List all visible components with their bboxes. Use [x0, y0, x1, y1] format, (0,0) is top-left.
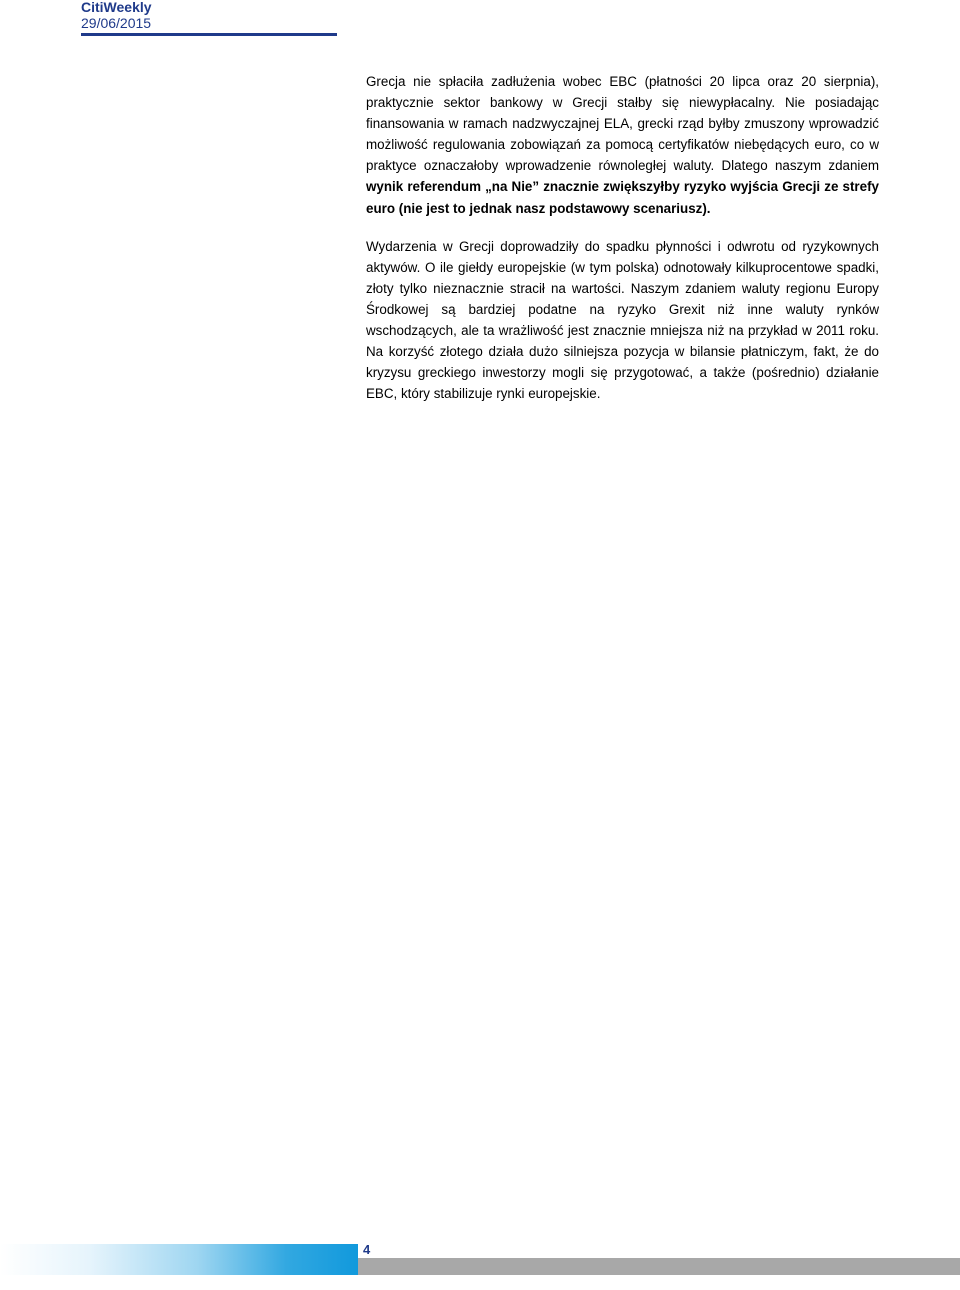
header-divider [81, 33, 337, 36]
page-header [81, 0, 341, 31]
footer-gradient-bar [0, 1244, 358, 1275]
article-body [366, 71, 879, 404]
publication-date: 29/06/2015 [81, 15, 152, 31]
footer-gray-bar [358, 1258, 960, 1275]
paragraph-2: Wydarzenia w Grecji doprowadziły do spadku płynności i odwrotu od ryzykownych aktywów. O ile giełdy europejskie (w tym polska) odnotowały kilkuprocentowe spadki, złoty tylko nieznacznie stracił na wartości. Naszym zdaniem waluty regionu Europy Środkowej są bardziej podatne na ryzyko Grexit niż inne waluty rynków wschodzących, ale ta wrażliwość jest znacznie mniejsza niż na przykład w 2011 roku. Na korzyść złotego działa dużo silniejsza pozycja w bilansie płatniczym, fakt, że do kryzysu greckiego inwestorzy mogli się przygotować, a także (pośrednio) działanie EBC, który stabilizuje rynki europejskie. [366, 238, 879, 402]
paragraph-1 [366, 71, 879, 219]
paragraph-1-text: Grecja nie spłaciła zadłużenia wobec EBC (płatności 20 lipca oraz 20 sierpnia), praktycznie sektor bankowy w Grecji stałby się niewypłacalny. Nie posiadając finansowania w ramach nadzwyczajnej ELA, grecki rząd byłby zmuszony wprowadzić możliwość regulowania zobowiązań za pomocą certyfikatów niebędących euro, co w praktyce oznaczałoby wprowadzenie równoległej waluty. Dlatego naszym zdaniem [366, 74, 879, 174]
paragraph-1-bold-text: wynik referendum „na Nie” znacznie zwiększyłby ryzyko wyjścia Grecji ze strefy euro (nie jest to jednak nasz podstawowy scenariusz). [366, 179, 879, 216]
publication-title: CitiWeekly [81, 0, 152, 15]
footer-spacer [358, 1244, 960, 1258]
page-number: 4 [363, 1242, 371, 1257]
